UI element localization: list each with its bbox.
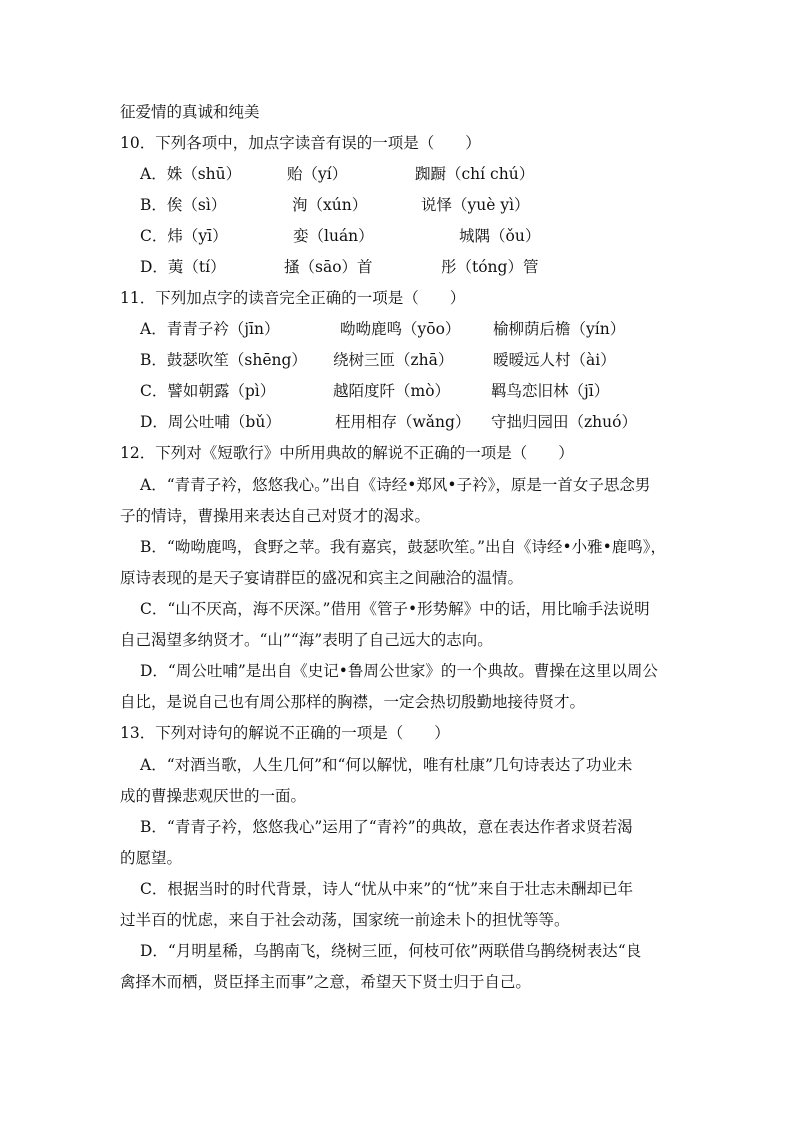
option-item: 枉用相存（wǎng） (335, 413, 471, 431)
question-13-option-b-cont: 的愿望。 (120, 849, 183, 867)
option-item: 呦呦鹿鸣（yōo） (340, 320, 461, 338)
question-10-option-a (0, 164, 794, 184)
question-11-option-a (0, 319, 794, 339)
question-11-option-c (0, 381, 794, 401)
question-10-option-c (0, 226, 794, 246)
question-12-option-b-cont: 原诗表现的是天子宴请群臣的盛况和宾主之间融洽的温情。 (120, 569, 524, 587)
question-11-option-b (0, 350, 794, 370)
question-10-option-d (0, 257, 794, 277)
question-12-option-a: A．“青青子衿，悠悠我心。”出自《诗经•郑风•子衿》，原是一首女子思念男 (140, 476, 651, 494)
question-10-option-b (0, 195, 794, 215)
option-item: B．鼓瑟吹笙（shēng） (140, 351, 307, 369)
question-12-option-d: D．“周公吐哺”是出自《史记•鲁周公世家》的一个典故。曹操在这里以周公 (140, 662, 658, 680)
question-13-stem: 13．下列对诗句的解说不正确的一项是（ ） (120, 724, 450, 742)
option-item: 暧暧远人村（ài） (493, 351, 616, 369)
question-13-option-c: C．根据当时的时代背景，诗人“忧从中来”的“忧”来自于壮志未酬却已年 (140, 880, 634, 898)
option-item: B．俟（sì） (140, 196, 227, 214)
option-item: 彤（tóng）管 (441, 258, 539, 276)
question-13-option-a: A．“对酒当歌，人生几何”和“何以解忧，唯有杜康”几句诗表达了功业未 (140, 756, 633, 774)
option-item: 说怿（yuè yì） (421, 196, 530, 214)
question-13-option-d: D．“月明星稀，乌鹊南飞，绕树三匝，何枝可依”两联借乌鹊绕树表达“良 (140, 942, 642, 960)
question-11-stem: 11．下列加点字的读音完全正确的一项是（ ） (120, 289, 466, 307)
question-12-option-b: B．“呦呦鹿鸣，食野之苹。我有嘉宾，鼓瑟吹笙。”出自《诗经•小雅•鹿鸣》， (140, 538, 667, 556)
option-item: C．譬如朝露（pì） (140, 382, 276, 400)
question-12-stem: 12．下列对《短歌行》中所用典故的解说不正确的一项是（ ） (120, 444, 574, 462)
option-item: C．炜（yī） (140, 227, 228, 245)
option-item: 洵（xún） (292, 196, 368, 214)
option-item: 城隅（ǒu） (459, 227, 541, 245)
option-item: 越陌度阡（mò） (333, 382, 451, 400)
option-item: D．周公吐哺（bǔ） (140, 413, 281, 431)
question-10-stem: 10．下列各项中，加点字读音有误的一项是（ ） (120, 134, 481, 152)
option-item: 绕树三匝（zhā） (333, 351, 454, 369)
question-13-option-d-cont: 禽择木而栖，贤臣择主而事”之意，希望天下贤士归于自己。 (120, 973, 531, 991)
question-12-option-a-cont: 子的情诗，曹操用来表达自己对贤才的渴求。 (120, 507, 431, 525)
option-item: A．姝（shū） (140, 165, 242, 183)
option-item: 搔（sāo）首 (284, 258, 373, 276)
option-item: 榆柳荫后檐（yín） (493, 320, 626, 338)
question-12-option-c: C．“山不厌高，海不厌深。”借用《管子•形势解》中的话，用比喻手法说明 (140, 600, 650, 618)
option-item: A．青青子衿（jīn） (140, 320, 280, 338)
question-12-option-c-cont: 自己渴望多纳贤才。“山”“海”表明了自己远大的志向。 (120, 631, 493, 649)
option-item: 娈（luán） (293, 227, 374, 245)
option-item: D．荑（tí） (140, 258, 226, 276)
option-item: 羁鸟恋旧林（jī） (491, 382, 610, 400)
option-item: 守拙归园田（zhuó） (491, 413, 637, 431)
question-13-option-a-cont: 成的曹操悲观厌世的一面。 (120, 787, 307, 805)
continuation-line: 征爱情的真诚和纯美 (120, 103, 260, 121)
question-13-option-b: B．“青青子衿，悠悠我心”运用了“青衿”的典故，意在表达作者求贤若渴 (140, 818, 633, 836)
question-11-option-d (0, 412, 794, 432)
option-item: 踟蹰（chí chú） (415, 165, 535, 183)
question-13-option-c-cont: 过半百的忧虑，来自于社会动荡，国家统一前途未卜的担忧等等。 (120, 911, 570, 929)
question-12-option-d-cont: 自比，是说自己也有周公那样的胸襟，一定会热切殷勤地接待贤才。 (120, 693, 586, 711)
option-item: 贻（yí） (287, 165, 348, 183)
